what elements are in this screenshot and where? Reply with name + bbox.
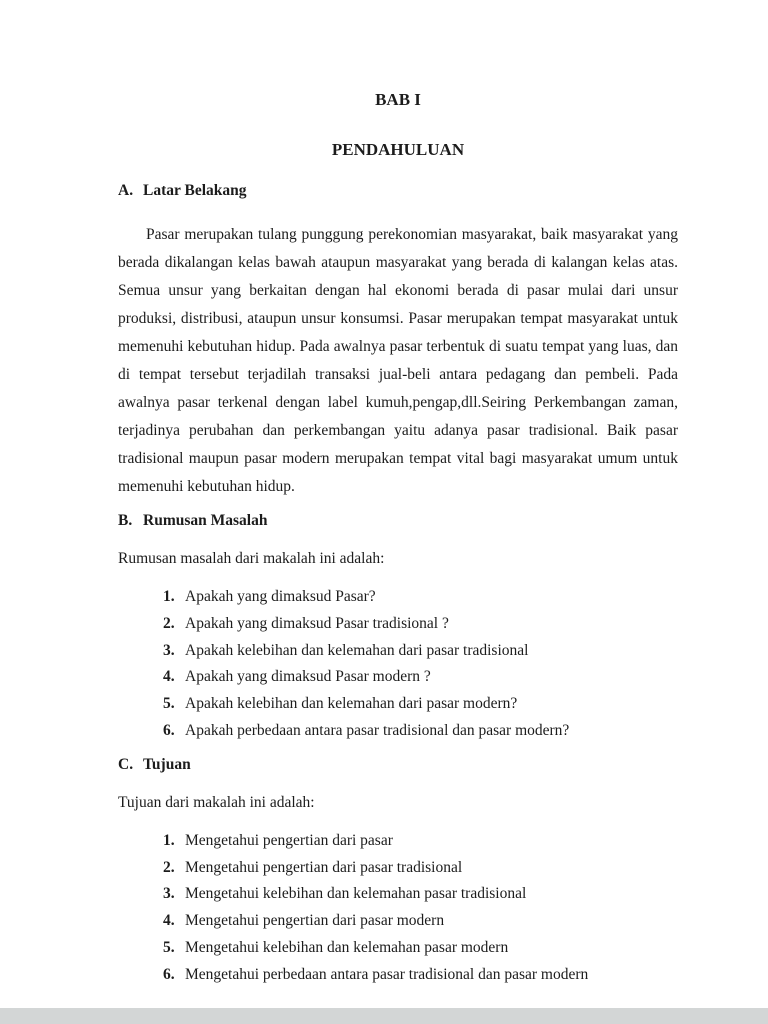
section-title-a: Latar Belakang — [143, 182, 247, 199]
list-item-number: 4. — [163, 912, 175, 930]
list-item-number: 6. — [163, 965, 175, 983]
list-item — [163, 828, 678, 855]
list-item-text: Apakah kelebihan dan kelemahan dari pasar tradisional — [185, 641, 529, 659]
section-label-c: C. — [118, 755, 134, 773]
section-title-b: Rumusan Masalah — [143, 512, 268, 529]
rumusan-masalah-intro: Rumusan masalah dari makalah ini adalah: — [118, 550, 385, 567]
list-item — [163, 962, 678, 989]
list-item-number: 6. — [163, 721, 175, 739]
list-item-number: 2. — [163, 858, 175, 876]
list-item — [163, 855, 678, 882]
list-item-number: 1. — [163, 588, 175, 605]
section-title-c: Tujuan — [143, 755, 191, 773]
list-item-text: Apakah yang dimaksud Pasar tradisional ? — [185, 614, 449, 632]
list-item — [163, 691, 678, 718]
list-item-text: Apakah yang dimaksud Pasar? — [185, 588, 376, 605]
list-item-number: 4. — [163, 668, 175, 686]
list-item — [163, 908, 678, 935]
section-heading-rumusan-masalah — [118, 512, 678, 530]
list-item-number: 5. — [163, 938, 175, 956]
list-item-text: Apakah kelebihan dan kelemahan dari pasar modern? — [185, 695, 518, 713]
list-item-number: 3. — [163, 885, 175, 903]
rumusan-masalah-list — [163, 584, 678, 745]
list-item — [163, 584, 678, 611]
list-item-number: 2. — [163, 614, 175, 632]
list-item-text: Apakah perbedaan antara pasar tradisional dan pasar modern? — [185, 721, 570, 739]
section-label-b: B. — [118, 512, 133, 529]
list-item — [163, 718, 678, 745]
viewer-bottom-bar — [0, 1008, 768, 1024]
list-item — [163, 664, 678, 691]
list-item — [163, 935, 678, 962]
chapter-subtitle: PENDAHULUAN — [331, 140, 465, 159]
list-item-text: Mengetahui pengertian dari pasar — [185, 831, 393, 849]
list-item — [163, 611, 678, 638]
list-item-text: Mengetahui kelebihan dan kelemahan pasar tradisional — [185, 885, 527, 903]
tujuan-intro: Tujuan dari makalah ini adalah: — [118, 793, 315, 811]
list-item-text: Apakah yang dimaksud Pasar modern ? — [185, 668, 431, 686]
list-item-text: Mengetahui pengertian dari pasar tradisional — [185, 858, 463, 876]
list-item-text: Mengetahui pengertian dari pasar modern — [185, 912, 445, 930]
list-item-text: Mengetahui kelebihan dan kelemahan pasar modern — [185, 938, 509, 956]
tujuan-list — [163, 828, 678, 989]
list-item-number: 5. — [163, 695, 175, 713]
list-item — [163, 638, 678, 665]
section-heading-tujuan — [118, 756, 678, 774]
list-item — [163, 881, 678, 908]
list-item-number: 1. — [163, 831, 175, 849]
list-item-number: 3. — [163, 641, 175, 659]
section-heading-latar-belakang — [118, 182, 678, 200]
chapter-title: BAB I — [375, 90, 421, 109]
paragraph-latar-belakang: Pasar merupakan tulang punggung perekonomian masyarakat, baik masyarakat yang berada dikalangan kelas bawah ataupun masyarakat yang berada di kalangan kelas atas. Semua unsur yang berkaitan dengan hal ekonomi berada di pasar mulai dari unsur produksi, distribusi, ataupun unsur konsumsi. Pasar merupakan tempat masyarakat untuk memenuhi kebutuhan hidup. Pada awalnya pasar terbentuk di suatu tempat yang luas, dan di tempat tersebut terjadilah transaksi jual-beli antara pedagang dan pembeli. Pada awalnya pasar terkenal dengan label kumuh,pengap,dll.Seiring Perkembangan zaman, terjadinya perubahan dan perkembangan yaitu adanya pasar tradisional. Baik pasar tradisional maupun pasar modern merupakan tempat vital bagi masyarakat umum untuk memenuhi kebutuhan hidup. — [118, 226, 678, 495]
list-item-text: Mengetahui perbedaan antara pasar tradisional dan pasar modern — [185, 965, 589, 983]
section-label-a: A. — [118, 182, 134, 199]
